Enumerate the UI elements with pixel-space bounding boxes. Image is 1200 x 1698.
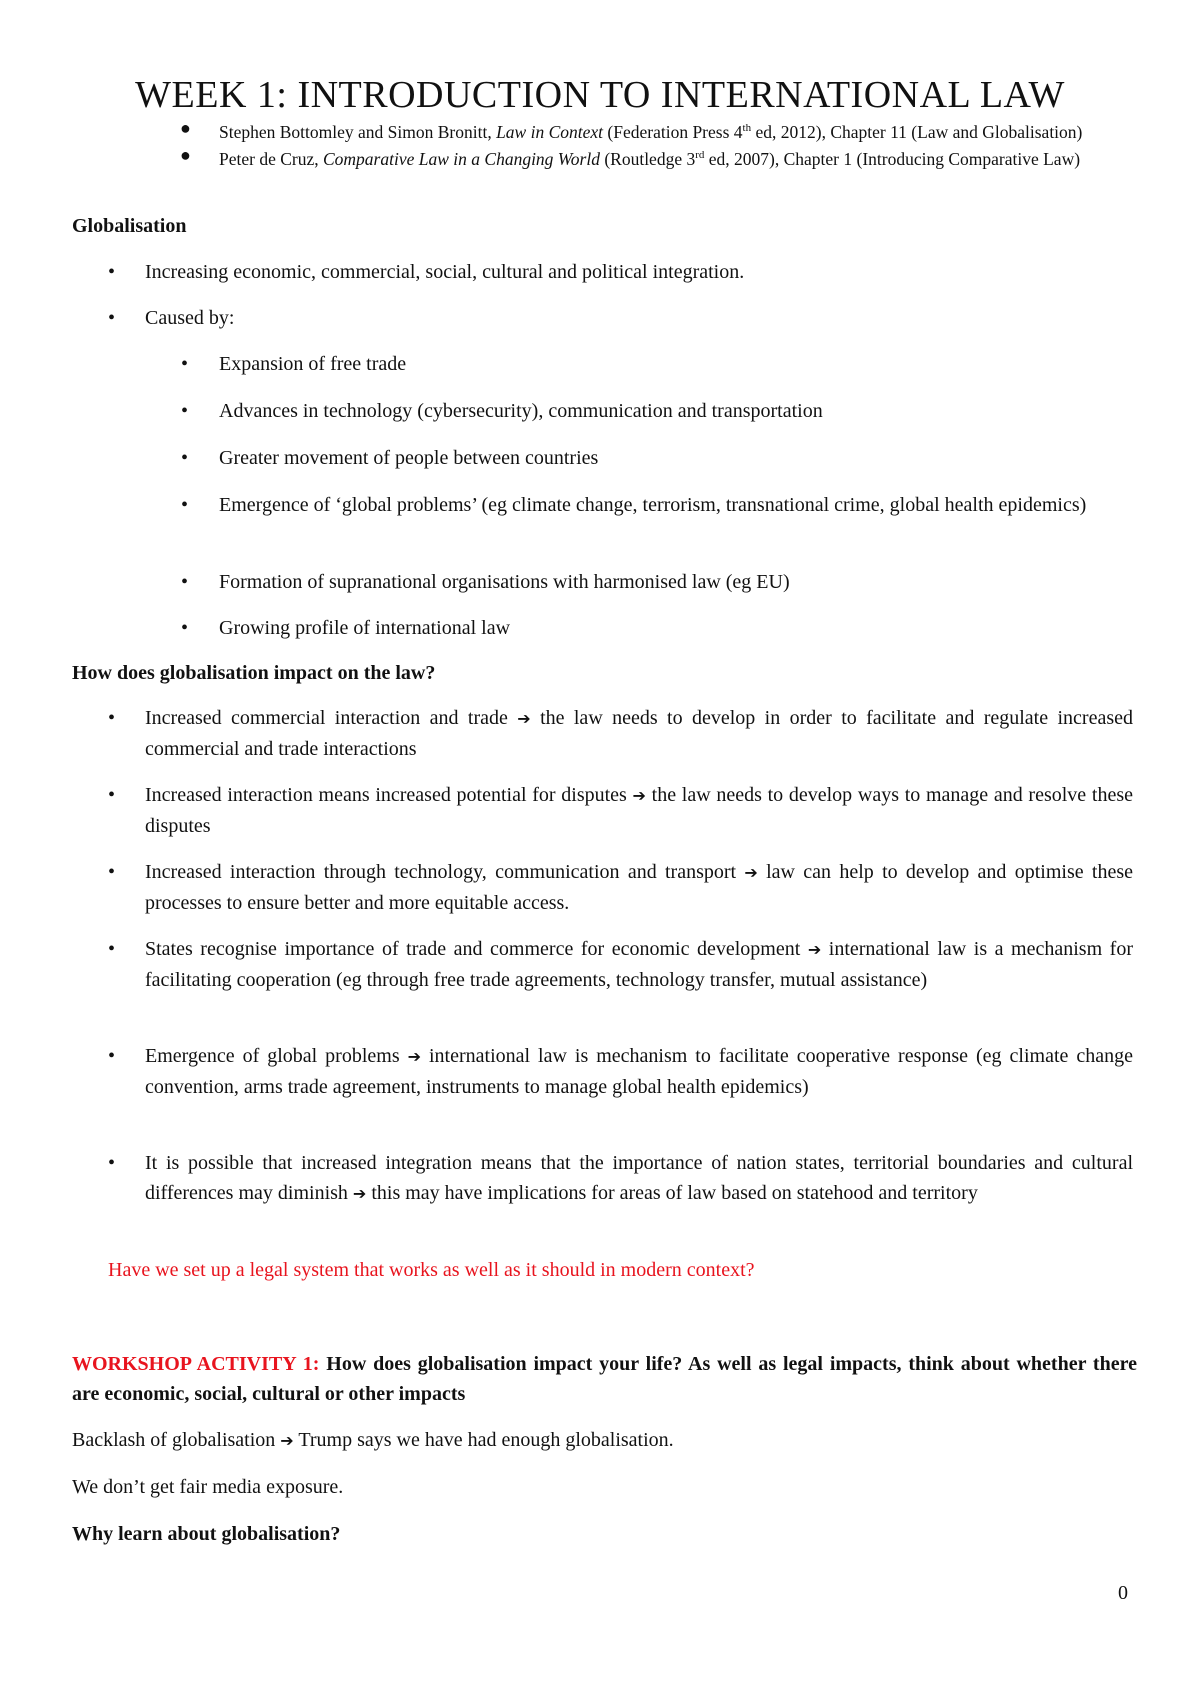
- bullet-icon: •: [108, 307, 116, 329]
- bullet-icon: •: [181, 400, 189, 422]
- list-item: • Greater movement of people between countries: [181, 443, 1133, 473]
- impact-list: [108, 703, 1133, 764]
- bullet-icon: •: [108, 1045, 116, 1067]
- workshop-note: Backlash of globalisation ➔ Trump says we have had enough globalisation.: [72, 1429, 674, 1451]
- list-item: • States recognise importance of trade and commerce for economic development ➔ international law is a mechanism for facilitating cooperation (eg through free trade agreements, technology transfer, mutual assistance): [108, 934, 1133, 995]
- bullet-icon: •: [108, 861, 116, 883]
- causes-list: [181, 349, 1133, 379]
- impact-list: [108, 857, 1133, 918]
- page-number: 0: [1118, 1582, 1128, 1604]
- bullet-icon: •: [108, 938, 116, 960]
- arrow-icon: ➔: [807, 940, 822, 959]
- list-item: • Increased interaction means increased potential for disputes ➔ the law needs to develop ways to manage and resolve these disputes: [108, 780, 1133, 841]
- list-item: • Emergence of global problems ➔ international law is mechanism to facilitate cooperative response (eg climate change convention, arms trade agreement, instruments to manage global health epidemics): [108, 1041, 1133, 1102]
- causes-list: [181, 567, 1133, 597]
- reading-item: ● Stephen Bottomley and Simon Bronitt, Law in Context (Federation Press 4th ed, 2012), Chapter 11 (Law and Globalisation): [180, 118, 1083, 142]
- bullet-icon: •: [181, 494, 189, 516]
- list-item: • Caused by:: [108, 303, 1133, 333]
- list-item: • Increased commercial interaction and trade ➔ the law needs to develop in order to facilitate and regulate increased commercial and trade interactions: [108, 703, 1133, 764]
- bullet-icon: ●: [180, 118, 191, 138]
- arrow-icon: ➔: [517, 709, 531, 728]
- discussion-question: Have we set up a legal system that works as well as it should in modern context?: [108, 1259, 755, 1281]
- list-item: • Advances in technology (cybersecurity), communication and transportation: [181, 396, 1133, 426]
- globalisation-list: [108, 303, 1133, 333]
- workshop-activity: WORKSHOP ACTIVITY 1: How does globalisation impact your life? As well as legal impacts, think about whether there are economic, social, cultural or other impacts: [72, 1353, 1137, 1405]
- causes-list: [181, 613, 1133, 643]
- bullet-icon: •: [108, 261, 116, 283]
- bullet-icon: •: [108, 707, 116, 729]
- page-title: WEEK 1: INTRODUCTION TO INTERNATIONAL LAW: [135, 74, 1065, 116]
- arrow-icon: ➔: [632, 786, 646, 805]
- reading-item: ● Peter de Cruz, Comparative Law in a Changing World (Routledge 3rd ed, 2007), Chapter 1 (Introducing Comparative Law): [180, 144, 1081, 169]
- workshop-label: WORKSHOP ACTIVITY 1:: [72, 1353, 320, 1375]
- causes-list: [181, 490, 1133, 520]
- list-item: • It is possible that increased integration means that the importance of nation states, territorial boundaries and cultural differences may diminish ➔ this may have implications for areas of law based on statehood and territory: [108, 1148, 1133, 1209]
- globalisation-list: [108, 257, 1133, 287]
- list-item: • Increasing economic, commercial, social, cultural and political integration.: [108, 257, 1133, 287]
- list-item: • Increased interaction through technology, communication and transport ➔ law can help to develop and optimise these processes to ensure better and more equitable access.: [108, 857, 1133, 918]
- causes-list: [181, 443, 1133, 473]
- bullet-icon: •: [181, 353, 189, 375]
- causes-list: [181, 396, 1133, 426]
- bullet-icon: •: [181, 617, 189, 639]
- list-item: • Formation of supranational organisations with harmonised law (eg EU): [181, 567, 1133, 597]
- list-item: • Emergence of ‘global problems’ (eg climate change, terrorism, transnational crime, global health epidemics): [181, 490, 1133, 520]
- heading-why-learn: Why learn about globalisation?: [72, 1523, 341, 1545]
- bullet-icon: •: [181, 571, 189, 593]
- heading-impact: How does globalisation impact on the law?: [72, 662, 436, 684]
- arrow-icon: ➔: [407, 1047, 422, 1066]
- bullet-icon: •: [108, 784, 116, 806]
- arrow-icon: ➔: [280, 1431, 294, 1450]
- impact-list: [108, 1041, 1133, 1102]
- bullet-icon: •: [181, 447, 189, 469]
- bullet-icon: ●: [180, 144, 191, 165]
- arrow-icon: ➔: [744, 863, 758, 882]
- heading-globalisation: Globalisation: [72, 215, 187, 237]
- workshop-note: We don’t get fair media exposure.: [72, 1476, 344, 1498]
- list-item: • Expansion of free trade: [181, 349, 1133, 379]
- impact-list: [108, 780, 1133, 841]
- impact-list: [108, 1148, 1133, 1209]
- list-item: • Growing profile of international law: [181, 613, 1133, 643]
- impact-list: [108, 934, 1133, 995]
- arrow-icon: ➔: [352, 1184, 367, 1203]
- reading-list: [180, 117, 1140, 171]
- bullet-icon: •: [108, 1152, 116, 1174]
